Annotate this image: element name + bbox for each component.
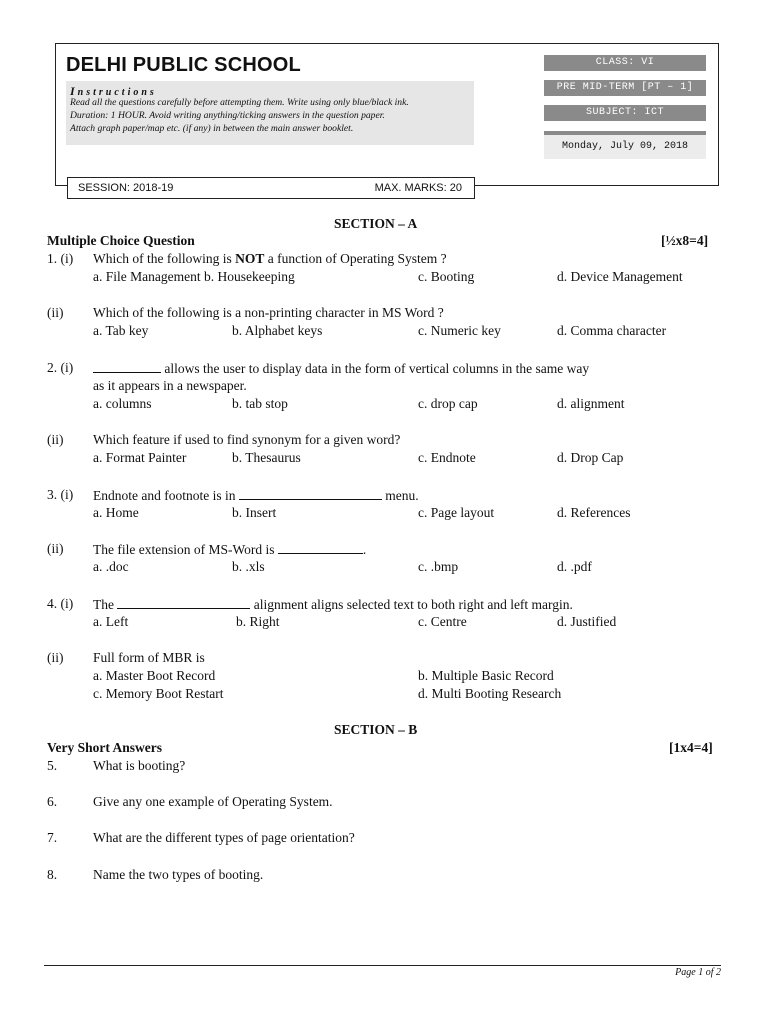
option-d: d. References [557,505,631,520]
page-number: Page 1 of 2 [675,967,721,978]
option-c: c. Endnote [418,450,476,465]
option-c: c. Numeric key [418,323,501,338]
option-b: b. Multiple Basic Record [418,668,554,683]
question-text: The file extension of MS-Word is . [93,542,367,557]
section-a-marks: [½x8=4] [661,233,709,248]
session-label: SESSION: 2018-19 [78,182,174,194]
question-number: 3. (i) [47,487,74,502]
option-d: d. .pdf [557,559,592,574]
question-text: Endnote and footnote is in menu. [93,488,419,503]
option-a: a. Left [93,614,129,629]
section-a-subtitle: Multiple Choice Question [47,233,195,248]
answer-blank [278,541,363,554]
section-b-subtitle: Very Short Answers [47,740,163,755]
option-b: b. Alphabet keys [232,323,323,338]
option-c: c. Memory Boot Restart [93,686,224,701]
subject-tag: SUBJECT: ICT [544,105,706,121]
question-text: Full form of MBR is [93,650,205,665]
option-d: d. Device Management [557,269,683,284]
question-number: 2. (i) [47,360,74,375]
option-c: c. Page layout [418,505,495,520]
section-a-title: SECTION – A [334,216,418,231]
option-a: a. File Management b. Housekeeping [93,269,295,284]
question-number: 6. [47,794,58,809]
question-number: 5. [47,758,58,773]
option-b: b. Thesaurus [232,450,301,465]
option-a: a. Tab key [93,323,149,338]
option-c: c. Booting [418,269,475,284]
option-a: a. .doc [93,559,129,574]
question-text: allows the user to display data in the form of vertical columns in the same way [93,360,589,377]
question-text: Which of the following is a non-printing character in MS Word ? [93,305,444,320]
footer-divider [44,965,721,966]
instructions-heading: Instructions [70,84,157,98]
option-d: d. Justified [557,614,617,629]
question-text-continued: as it appears in a newspaper. [93,378,247,393]
class-tag: CLASS: VI [544,55,706,71]
school-name: DELHI PUBLIC SCHOOL [66,54,301,76]
instruction-line: Read all the questions carefully before attempting them. Write using only blue/black ink. [70,97,409,108]
section-b-marks: [1x4=4] [669,740,713,755]
question-number: 8. [47,867,58,882]
answer-blank [93,360,161,373]
answer-blank [239,487,382,500]
option-c: c. Centre [418,614,467,629]
option-b: b. Insert [232,505,277,520]
question-number: (ii) [47,541,64,556]
question-number: 7. [47,830,58,845]
question-text: Name the two types of booting. [93,867,264,882]
option-c: c. .bmp [418,559,459,574]
option-a: a. Format Painter [93,450,187,465]
question-number: (ii) [47,650,64,665]
option-c: c. drop cap [418,396,478,411]
option-a: a. columns [93,396,152,411]
section-b-title: SECTION – B [334,722,418,737]
question-text: The alignment aligns selected text to both right and left margin. [93,597,573,612]
question-text: Which feature if used to find synonym for a given word? [93,432,401,447]
date-box: Monday, July 09, 2018 [544,131,706,159]
question-number: 4. (i) [47,596,74,611]
question-text: What are the different types of page orientation? [93,830,355,845]
option-a: a. Master Boot Record [93,668,216,683]
option-a: a. Home [93,505,139,520]
instruction-line: Duration: 1 HOUR. Avoid writing anything/ticking answers in the question paper. [70,110,385,121]
option-b: b. .xls [232,559,265,574]
question-number: (ii) [47,432,64,447]
question-text: What is booting? [93,758,186,773]
option-d: d. Multi Booting Research [418,686,562,701]
question-text: Give any one example of Operating System. [93,794,333,809]
max-marks-label: MAX. MARKS: 20 [374,182,462,194]
term-tag: PRE MID-TERM [PT – 1] [544,80,706,96]
option-b: b. tab stop [232,396,288,411]
question-text: Which of the following is NOT a function of Operating System ? [93,251,447,266]
question-number: (ii) [47,305,64,320]
instruction-line: Attach graph paper/map etc. (if any) in between the main answer booklet. [70,123,354,134]
answer-blank [117,596,250,609]
option-d: d. Comma character [557,323,667,338]
option-d: d. Drop Cap [557,450,624,465]
question-number: 1. (i) [47,251,74,266]
session-bar [67,177,475,199]
option-d: d. alignment [557,396,625,411]
option-b: b. Right [236,614,280,629]
